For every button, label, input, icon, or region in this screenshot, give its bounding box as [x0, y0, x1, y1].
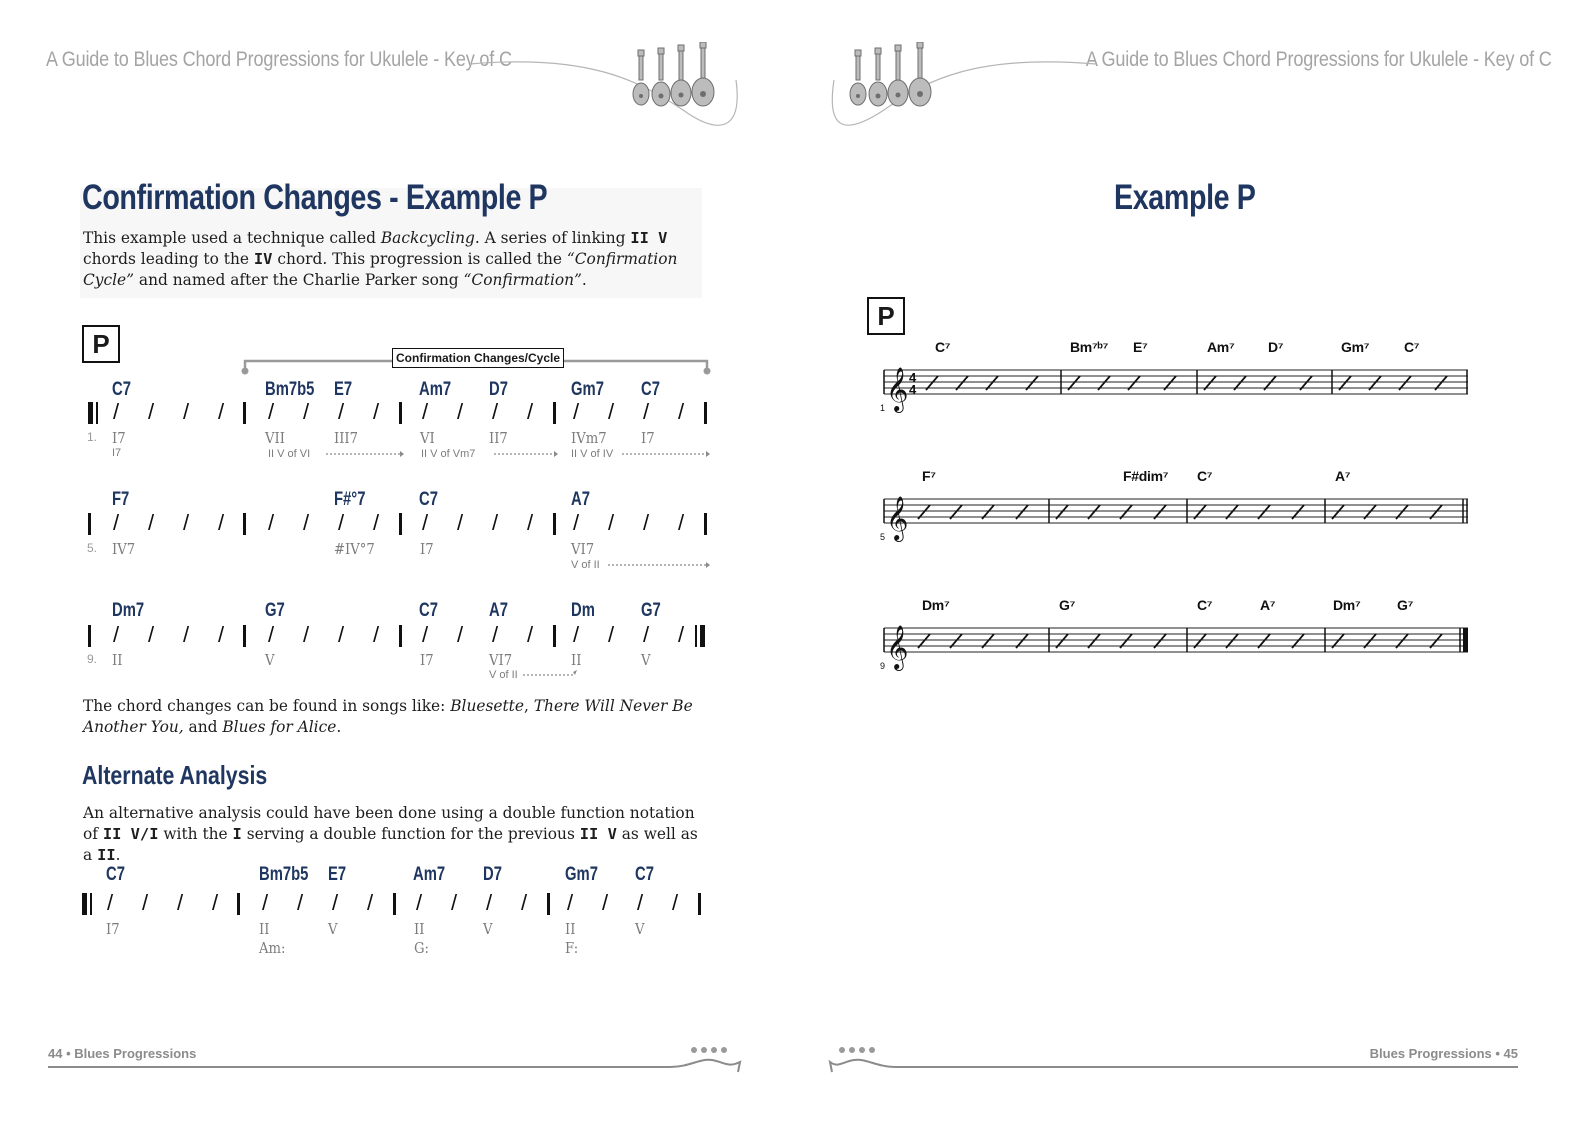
chord-symbol: C7 [635, 864, 654, 885]
barline [90, 893, 92, 915]
barline [88, 513, 91, 535]
beat-slash: / [643, 510, 650, 535]
beat-slash: / [148, 622, 155, 647]
beat-slash: / [183, 510, 190, 535]
barline [243, 625, 246, 647]
barline [399, 513, 402, 535]
barline [553, 625, 556, 647]
roman-numeral: V [641, 651, 651, 669]
footer-line-right [826, 1040, 1526, 1076]
beat-slash: / [148, 510, 155, 535]
beat-slash: / [608, 399, 615, 424]
svg-text:4: 4 [909, 382, 917, 397]
chord-symbol: C7 [419, 489, 438, 510]
chord-symbol: Dm⁷ [922, 597, 950, 613]
beat-slash: / [457, 399, 464, 424]
alternate-analysis-title: Alternate Analysis [82, 760, 268, 790]
analysis-note: I7 [112, 447, 122, 459]
chord-symbol: Dm⁷ [1333, 597, 1361, 613]
beat-slash: / [338, 510, 345, 535]
roman-numeral: II [112, 651, 123, 669]
start-repeat-bar [82, 893, 87, 915]
beat-slash: / [268, 510, 275, 535]
chord-symbol: A7 [489, 600, 508, 621]
beat-slash: / [608, 510, 615, 535]
measure-number: 9 [880, 661, 886, 671]
beat-slash: / [416, 890, 423, 915]
chord-symbol: A⁷ [1260, 597, 1276, 613]
chord-symbol: Bm7b5 [265, 379, 315, 400]
measure-number: 1 [880, 403, 886, 413]
roman-numeral: V [265, 651, 275, 669]
beat-slash: / [457, 622, 464, 647]
example-letter-box: P [867, 297, 905, 335]
roman-numeral: VI [420, 429, 435, 447]
beat-slash: / [177, 890, 184, 915]
roman-numeral: II [565, 920, 576, 938]
chord-symbol: Bm⁷ᵇ⁷ [1070, 339, 1109, 355]
chord-symbol: G⁷ [1397, 597, 1414, 613]
beat-slash: / [527, 510, 534, 535]
roman-numeral: V [635, 920, 645, 938]
barline [695, 625, 697, 647]
beat-slash: / [367, 890, 374, 915]
beat-slash: / [373, 510, 380, 535]
chord-symbol: C7 [106, 864, 125, 885]
chord-symbol: Gm⁷ [1341, 339, 1370, 355]
footer-line-left [40, 1040, 750, 1076]
beat-slash: / [212, 890, 219, 915]
analysis-note: II V of Vm7 [421, 448, 476, 460]
chord-symbol: E⁷ [1133, 339, 1148, 355]
beat-slash: / [678, 622, 685, 647]
analysis-note: II V of VI [268, 448, 311, 460]
roman-numeral: II [414, 920, 425, 938]
barline [553, 513, 556, 535]
measure-number: 9. [87, 652, 98, 666]
roman-numeral: IV7 [112, 540, 136, 558]
measure-number: 1. [87, 430, 98, 444]
beat-slash: / [107, 890, 114, 915]
beat-slash: / [457, 510, 464, 535]
beat-slash: / [527, 622, 534, 647]
svg-text:𝄞: 𝄞 [886, 625, 909, 669]
beat-slash: / [183, 399, 190, 424]
chord-symbol: E7 [334, 379, 353, 400]
analysis-note: II V of IV [571, 448, 614, 460]
beat-slash: / [521, 890, 528, 915]
alternate-analysis-paragraph: An alternative analysis could have been done using a double function notation of II V/I with the I serving a double function for the previous II V as well as a II. [83, 804, 698, 864]
intro-paragraph: This example used a technique called Backcycling. A series of linking II V chords leading to the IV chord. This progression is called the “Confirmation Cycle” and named after the Charlie Parker song “Confirmation”. [83, 229, 678, 289]
chord-symbol: A⁷ [1335, 468, 1351, 484]
running-header-left: A Guide to Blues Chord Progressions for Ukulele - Key of C [46, 48, 512, 71]
staff-system-3 [880, 618, 1480, 678]
chord-symbol: G7 [641, 600, 661, 621]
beat-slash: / [297, 890, 304, 915]
ukulele-icon [849, 42, 933, 108]
bracket-label: Confirmation Changes/Cycle [392, 348, 564, 368]
beat-slash: / [113, 622, 120, 647]
chord-symbol: C⁷ [1197, 468, 1213, 484]
analysis-note: V of II [571, 559, 600, 571]
beat-slash: / [678, 399, 685, 424]
chord-symbol: C⁷ [935, 339, 951, 355]
chord-symbol: D7 [483, 864, 502, 885]
beat-slash: / [303, 510, 310, 535]
chord-symbol: D7 [489, 379, 508, 400]
beat-slash: / [373, 622, 380, 647]
beat-slash: / [268, 622, 275, 647]
beat-slash: / [643, 399, 650, 424]
beat-slash: / [602, 890, 609, 915]
chord-symbol: D⁷ [1268, 339, 1284, 355]
beat-slash: / [643, 622, 650, 647]
example-letter-box: P [82, 325, 120, 363]
barline [393, 893, 396, 915]
chord-symbol: C⁷ [1197, 597, 1213, 613]
beat-slash: / [218, 399, 225, 424]
barline [698, 893, 701, 915]
beat-slash: / [148, 399, 155, 424]
roman-numeral: I7 [641, 429, 655, 447]
beat-slash: / [672, 890, 679, 915]
barline [243, 513, 246, 535]
analysis-note: V of II [489, 669, 518, 681]
beat-slash: / [142, 890, 149, 915]
roman-numeral: V [483, 920, 493, 938]
roman-numeral: I7 [112, 429, 126, 447]
chord-symbol: C7 [112, 379, 131, 400]
chord-symbol: Am⁷ [1207, 339, 1235, 355]
beat-slash: / [373, 399, 380, 424]
page-title: Confirmation Changes - Example P [82, 178, 548, 217]
roman-numeral: VII [265, 429, 285, 447]
chord-symbol: Dm [571, 600, 595, 621]
beat-slash: / [218, 510, 225, 535]
key-label: F: [565, 939, 579, 957]
beat-slash: / [573, 622, 580, 647]
beat-slash: / [338, 399, 345, 424]
barline [704, 513, 707, 535]
beat-slash: / [527, 399, 534, 424]
beat-slash: / [567, 890, 574, 915]
roman-numeral: IVm7 [571, 429, 607, 447]
chord-symbol: C7 [641, 379, 660, 400]
beat-slash: / [492, 510, 499, 535]
roman-numeral: II [259, 920, 270, 938]
beat-slash: / [113, 399, 120, 424]
chord-symbol: Gm7 [565, 864, 598, 885]
svg-text:𝄞: 𝄞 [886, 496, 909, 540]
footer-left: 44 • Blues Progressions [48, 1046, 197, 1061]
beat-slash: / [486, 890, 493, 915]
chord-symbol: G7 [265, 600, 285, 621]
key-label: Am: [259, 939, 286, 957]
chord-symbol: Gm7 [571, 379, 604, 400]
barline [399, 625, 402, 647]
roman-numeral: I7 [106, 920, 120, 938]
songs-paragraph: The chord changes can be found in songs like: Bluesette, There Will Never Be Another You, and Blues for Alice. [83, 697, 693, 736]
roman-numeral: II [571, 651, 582, 669]
measure-number: 5 [880, 532, 886, 542]
chord-symbol: A7 [571, 489, 590, 510]
analysis-arrows [0, 0, 720, 720]
beat-slash: / [573, 510, 580, 535]
roman-numeral: II7 [489, 429, 508, 447]
chord-symbol: C⁷ [1404, 339, 1420, 355]
svg-text:4: 4 [909, 370, 917, 385]
right-page-title: Example P [1114, 178, 1256, 217]
barline [547, 893, 550, 915]
beat-slash: / [262, 890, 269, 915]
chord-symbol: E7 [328, 864, 347, 885]
beat-slash: / [451, 890, 458, 915]
barline [237, 893, 240, 915]
beat-slash: / [183, 622, 190, 647]
beat-slash: / [268, 399, 275, 424]
roman-numeral: V [328, 920, 338, 938]
roman-numeral: III7 [334, 429, 359, 447]
measure-number: 5. [87, 541, 98, 555]
chord-symbol: C7 [419, 600, 438, 621]
beat-slash: / [492, 399, 499, 424]
beat-slash: / [113, 510, 120, 535]
beat-slash: / [422, 399, 429, 424]
roman-numeral: VI7 [489, 651, 513, 669]
beat-slash: / [422, 510, 429, 535]
beat-slash: / [608, 622, 615, 647]
staff-system-1 [880, 360, 1480, 420]
roman-numeral: I7 [420, 540, 434, 558]
chord-symbol: G⁷ [1059, 597, 1076, 613]
beat-slash: / [573, 399, 580, 424]
beat-slash: / [332, 890, 339, 915]
footer-right: Blues Progressions • 45 [1369, 1046, 1518, 1061]
roman-numeral: I7 [420, 651, 434, 669]
chord-symbol: F7 [112, 489, 130, 510]
beat-slash: / [492, 622, 499, 647]
chord-symbol: Dm7 [112, 600, 145, 621]
beat-slash: / [303, 622, 310, 647]
barline [88, 625, 91, 647]
chord-symbol: F#dim⁷ [1123, 468, 1169, 484]
beat-slash: / [338, 622, 345, 647]
staff-system-2 [880, 489, 1480, 549]
beat-slash: / [422, 622, 429, 647]
svg-text:𝄞: 𝄞 [886, 367, 909, 411]
chord-symbol: F⁷ [922, 468, 936, 484]
beat-slash: / [218, 622, 225, 647]
key-label: G: [414, 939, 430, 957]
roman-numeral: VI7 [571, 540, 595, 558]
beat-slash: / [303, 399, 310, 424]
beat-slash: / [678, 510, 685, 535]
chord-symbol: Am7 [413, 864, 446, 885]
roman-numeral: #IV°7 [334, 540, 375, 558]
chord-symbol: Am7 [419, 379, 452, 400]
final-barline [700, 625, 705, 647]
beat-slash: / [637, 890, 644, 915]
running-header-right: A Guide to Blues Chord Progressions for Ukulele - Key of C [1086, 48, 1552, 71]
chord-symbol: Bm7b5 [259, 864, 309, 885]
chord-symbol: F#°7 [334, 489, 366, 510]
